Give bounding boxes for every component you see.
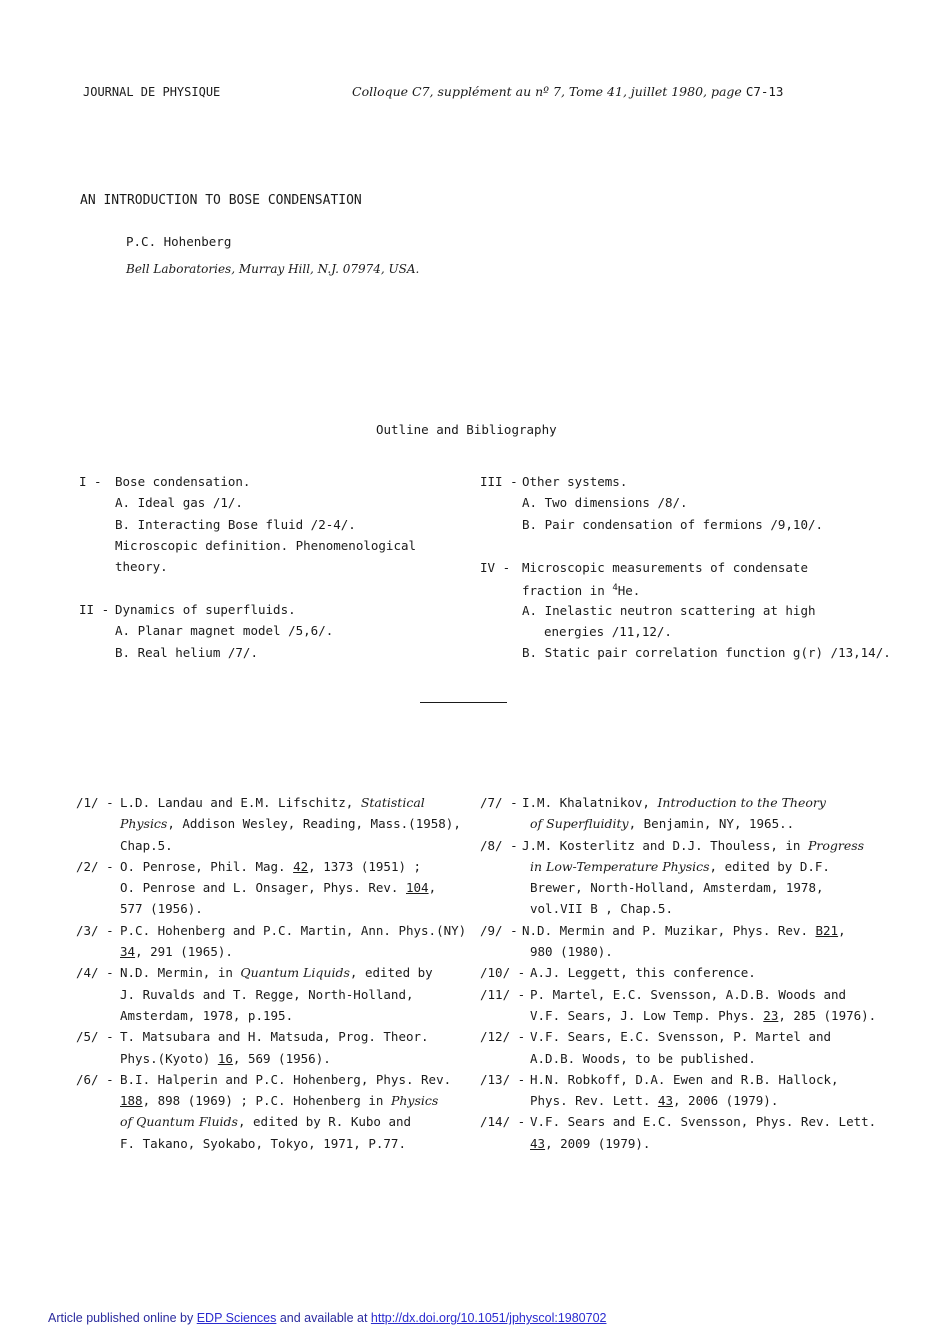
publisher-link[interactable]: EDP Sciences xyxy=(196,1311,277,1325)
ref-title: Statistical xyxy=(360,795,425,810)
ref-text: B.I. Halperin and P.C. Hohenberg, Phys. Rev. xyxy=(120,1071,452,1087)
reference-item xyxy=(76,1026,466,1069)
ref-volume: 23 xyxy=(763,1007,779,1023)
publication-footer xyxy=(48,1311,606,1325)
section-divider xyxy=(420,702,507,703)
reference-item xyxy=(480,1069,876,1112)
ref-text: , edited by xyxy=(349,965,433,981)
section-number: IV - xyxy=(480,560,511,575)
outline-item: B. Interacting Bose fluid /2-4/. xyxy=(115,516,356,532)
reference-item xyxy=(76,1069,466,1154)
reference-number: /5/ - xyxy=(76,1029,114,1045)
outline-item: energies /11,12/. xyxy=(544,623,672,639)
reference-item xyxy=(480,984,876,1027)
reference-item xyxy=(76,920,466,963)
ref-text: , 898 (1969) ; P.C. Hohenberg in xyxy=(142,1093,391,1109)
ref-text: , 291 (1965). xyxy=(135,944,233,960)
ref-text: , xyxy=(428,880,437,896)
reference-number: /14/ - xyxy=(480,1114,526,1130)
outline-section-2 xyxy=(79,599,333,663)
outline-section-3 xyxy=(480,471,823,535)
ref-text: , Addison Wesley, Reading, Mass.(1958), xyxy=(167,816,461,832)
ref-text: , 2006 (1979). xyxy=(673,1093,779,1109)
references-right xyxy=(480,792,876,1154)
ref-volume: B21 xyxy=(815,922,839,938)
ref-text: Phys.(Kyoto) xyxy=(120,1050,218,1066)
reference-number: /4/ - xyxy=(76,965,114,981)
ref-text: , 569 (1956). xyxy=(232,1050,331,1066)
isotope-superscript: 4 xyxy=(612,583,618,594)
reference-number: /13/ - xyxy=(480,1071,526,1087)
page-number: C7-13 xyxy=(745,84,784,99)
ref-volume: 188 xyxy=(120,1093,143,1109)
ref-text: J. Ruvalds and T. Regge, North-Holland, xyxy=(120,986,414,1002)
ref-text: L.D. Landau and E.M. Lifschitz, xyxy=(120,795,361,810)
section-title: Other systems. xyxy=(522,474,628,489)
ref-volume: 104 xyxy=(405,880,429,896)
ref-text: N.D. Mermin and P. Muzikar, Phys. Rev. xyxy=(522,922,816,938)
outline-item xyxy=(480,578,891,599)
reference-item xyxy=(480,792,876,835)
ref-text: F. Takano, Syokabo, Tokyo, 1971, P.77. xyxy=(120,1135,406,1151)
outline-section-4 xyxy=(480,557,891,663)
reference-number: /7/ - xyxy=(480,795,518,810)
ref-volume: 16 xyxy=(217,1050,233,1066)
ref-volume: 34 xyxy=(120,944,136,960)
ref-title: Physics xyxy=(390,1093,439,1109)
reference-item xyxy=(480,920,876,963)
author-affiliation: Bell Laboratories, Murray Hill, N.J. 07974, USA. xyxy=(126,262,420,276)
ref-text: N.D. Mermin, in xyxy=(120,965,241,981)
ref-volume: 43 xyxy=(657,1093,673,1109)
outline-item: Microscopic definition. Phenomenological xyxy=(115,537,417,553)
outline-item: B. Pair condensation of fermions /9,10/. xyxy=(522,516,824,532)
reference-number: /10/ - xyxy=(480,965,526,981)
reference-number: /1/ - xyxy=(76,795,114,810)
reference-item xyxy=(480,1111,876,1154)
outline-item: A. Two dimensions /8/. xyxy=(522,495,688,511)
section-title: Microscopic measurements of condensate xyxy=(522,560,808,575)
ref-text: O. Penrose, Phil. Mag. xyxy=(120,858,294,874)
reference-number: /12/ - xyxy=(480,1029,526,1045)
ref-text: , edited by D.F. xyxy=(709,858,830,874)
section-number: II - xyxy=(79,602,110,617)
outline-item: B. Real helium /7/. xyxy=(115,644,258,660)
ref-text: , 285 (1976). xyxy=(778,1007,877,1023)
reference-item xyxy=(480,1026,876,1069)
outline-section-1 xyxy=(79,471,416,577)
ref-title: Progress xyxy=(807,837,865,853)
ref-text: V.F. Sears, J. Low Temp. Phys. xyxy=(530,1007,764,1023)
ref-volume: 42 xyxy=(293,858,309,874)
reference-item xyxy=(480,835,876,920)
ref-title: Quantum Liquids xyxy=(240,965,350,981)
references-left xyxy=(76,792,466,1154)
fraction-text: fraction in xyxy=(522,583,613,599)
ref-text: , xyxy=(838,922,846,938)
reference-item xyxy=(76,856,466,920)
ref-text: , 2009 (1979). xyxy=(545,1135,651,1151)
ref-title: of Quantum Fluids xyxy=(120,1114,238,1130)
ref-text: vol.VII B , Chap.5. xyxy=(530,901,673,917)
ref-text: T. Matsubara and H. Matsuda, Prog. Theor. xyxy=(120,1029,429,1045)
section-number: I - xyxy=(79,474,102,489)
outline-heading: Outline and Bibliography xyxy=(376,422,557,437)
ref-title: Introduction to the Theory xyxy=(657,795,826,810)
author-name: P.C. Hohenberg xyxy=(126,234,232,249)
ref-text: O. Penrose and L. Onsager, Phys. Rev. xyxy=(120,880,406,896)
helium-symbol: He. xyxy=(617,583,641,599)
ref-text: 577 (1956). xyxy=(120,901,203,917)
reference-number: /9/ - xyxy=(480,922,518,938)
ref-text: I.M. Khalatnikov, xyxy=(522,795,658,810)
journal-citation xyxy=(352,84,783,99)
ref-title: of Superfluidity xyxy=(530,816,629,832)
ref-text: H.N. Robkoff, D.A. Ewen and R.B. Hallock, xyxy=(530,1071,839,1087)
reference-item xyxy=(76,792,466,856)
outline-item: theory. xyxy=(115,559,168,575)
ref-text: , edited by R. Kubo and xyxy=(237,1114,412,1130)
reference-number: /11/ - xyxy=(480,986,526,1002)
outline-item: B. Static pair correlation function g(r) /13,14/. xyxy=(522,645,891,661)
section-number: III - xyxy=(480,474,518,489)
footer-text: Article published online by xyxy=(48,1311,197,1325)
ref-text: Amsterdam, 1978, p.195. xyxy=(120,1007,294,1023)
ref-text: P.C. Hohenberg and P.C. Martin, Ann. Phys.(NY) xyxy=(120,922,467,938)
reference-number: /6/ - xyxy=(76,1071,114,1087)
reference-number: /2/ - xyxy=(76,858,114,874)
ref-text: V.F. Sears, E.C. Svensson, P. Martel and xyxy=(530,1029,832,1045)
ref-text: , 1373 (1951) ; xyxy=(308,858,422,874)
outline-item: A. Ideal gas /1/. xyxy=(115,495,243,511)
journal-name: JOURNAL DE PHYSIQUE xyxy=(83,85,221,99)
reference-item xyxy=(76,962,466,1026)
section-title: Bose condensation. xyxy=(115,474,251,489)
ref-text: A.J. Leggett, this conference. xyxy=(530,965,756,981)
reference-item xyxy=(480,962,876,983)
ref-title: in Low-Temperature Physics xyxy=(530,858,710,874)
citation-text: Colloque C7, supplément au nº 7, Tome 41, juillet 1980, page xyxy=(352,84,742,99)
section-title: Dynamics of superfluids. xyxy=(115,602,296,617)
ref-text: J.M. Kosterlitz and D.J. Thouless, in xyxy=(522,837,808,853)
ref-text: Phys. Rev. Lett. xyxy=(530,1093,658,1109)
ref-text: Chap.5. xyxy=(120,837,173,853)
ref-volume: 43 xyxy=(530,1135,546,1151)
paper-title: AN INTRODUCTION TO BOSE CONDENSATION xyxy=(80,193,362,208)
reference-number: /8/ - xyxy=(480,837,518,853)
doi-link[interactable]: http://dx.doi.org/10.1051/jphyscol:1980702 xyxy=(370,1311,607,1325)
ref-text: Brewer, North-Holland, Amsterdam, 1978, xyxy=(530,880,824,896)
outline-item: A. Planar magnet model /5,6/. xyxy=(115,623,334,639)
ref-text: P. Martel, E.C. Svensson, A.D.B. Woods and xyxy=(530,986,847,1002)
outline-item: A. Inelastic neutron scattering at high xyxy=(522,602,816,618)
ref-text: , Benjamin, NY, 1965.. xyxy=(628,816,795,832)
ref-text: 980 (1980). xyxy=(530,944,613,960)
footer-text: and available at xyxy=(276,1311,371,1325)
ref-text: A.D.B. Woods, to be published. xyxy=(530,1050,756,1066)
ref-text: V.F. Sears and E.C. Svensson, Phys. Rev. Lett. xyxy=(530,1114,877,1130)
ref-title: Physics xyxy=(120,816,168,832)
reference-number: /3/ - xyxy=(76,922,114,938)
